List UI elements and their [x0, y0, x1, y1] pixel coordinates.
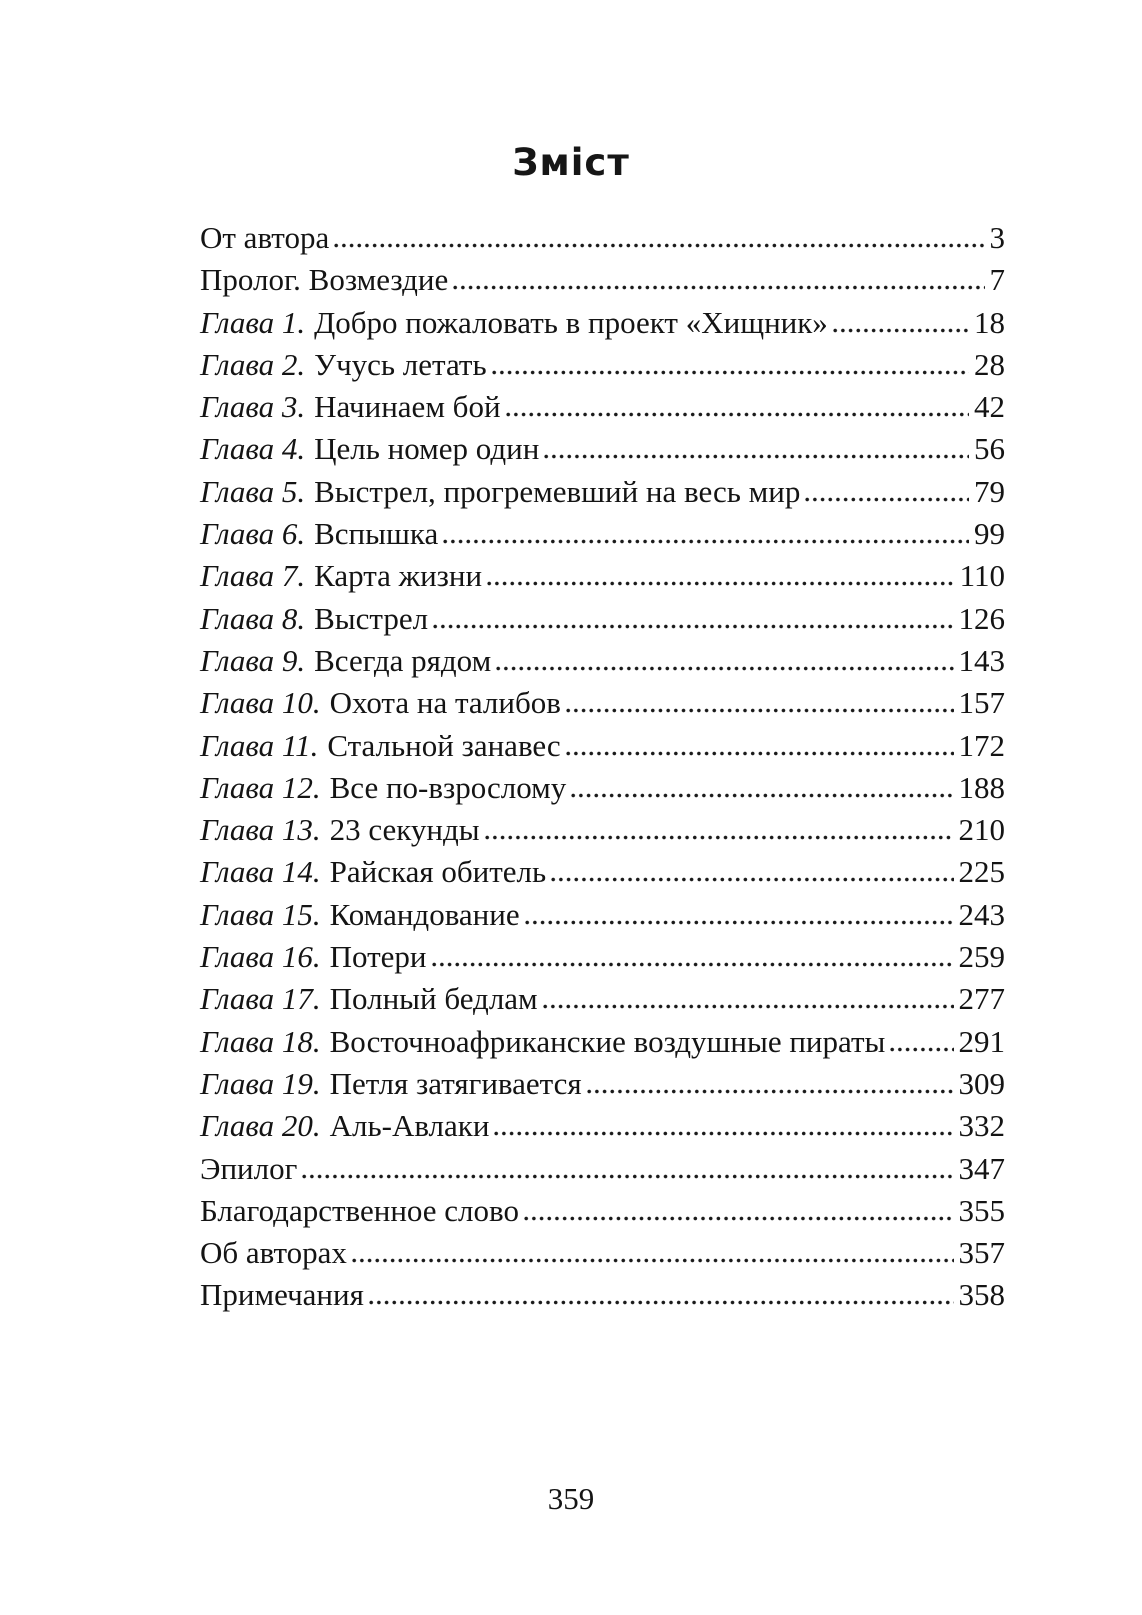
toc-entry-page-number: 126: [958, 600, 1005, 636]
toc-entry: [200, 728, 1005, 770]
toc-entry: [200, 1066, 1005, 1108]
toc-entry: [200, 854, 1005, 896]
dot-leader: [369, 1298, 954, 1305]
dot-leader: [544, 452, 969, 459]
toc-entry-title: Об авторах: [200, 1235, 347, 1271]
toc-entry-chapter-label: Глава 7.: [200, 558, 306, 594]
toc-entry: [200, 558, 1005, 600]
toc-entry-page-number: 99: [974, 516, 1005, 552]
page-title: Зміст: [512, 141, 630, 184]
toc-entry-page-number: 79: [974, 473, 1005, 509]
dot-leader: [833, 326, 969, 333]
toc-entry-chapter-label: Глава 16.: [200, 939, 321, 975]
dot-leader: [453, 283, 984, 290]
toc-entry-page-number: 7: [989, 262, 1005, 298]
toc-entry-page-number: 277: [958, 981, 1005, 1017]
dot-leader: [485, 833, 954, 840]
dot-leader: [433, 622, 953, 629]
toc-entry-title: Все по-взрослому: [329, 769, 567, 805]
dot-leader: [496, 664, 953, 671]
toc-entry-title: Примечания: [200, 1277, 364, 1313]
toc-entry: [200, 220, 1005, 262]
toc-entry: [200, 601, 1005, 643]
toc-entry-title: Петля затягивается: [329, 1065, 582, 1101]
dot-leader: [487, 579, 955, 586]
toc-entry-title: Благодарственное слово: [200, 1192, 519, 1228]
page-number-footer: 359: [547, 1481, 595, 1516]
toc-entry-title: Учусь летать: [314, 346, 487, 382]
toc-entry-title: Всегда рядом: [314, 642, 492, 678]
toc-entry-chapter-label: Глава 12.: [200, 769, 321, 805]
toc-entry-page-number: 42: [974, 389, 1005, 425]
toc-entry-chapter-label: Глава 5.: [200, 473, 306, 509]
toc-entry: [200, 770, 1005, 812]
toc-entry: [200, 897, 1005, 939]
dot-leader: [302, 1172, 953, 1179]
toc-entry-title: Охота на талибов: [329, 685, 561, 721]
toc-entry-chapter-label: Глава 4.: [200, 431, 306, 467]
dot-leader: [443, 537, 969, 544]
toc-entry-page-number: 157: [958, 685, 1005, 721]
toc-entry: [200, 1108, 1005, 1150]
toc-entry-title: Потери: [329, 939, 427, 975]
toc-entry-chapter-label: Глава 1.: [200, 304, 306, 340]
toc-entry-chapter-label: Глава 9.: [200, 642, 306, 678]
toc-entry-page-number: 3: [989, 220, 1005, 255]
toc-entry-chapter-label: Глава 13.: [200, 812, 321, 848]
toc-entry-page-number: 188: [958, 769, 1005, 805]
dot-leader: [525, 918, 954, 925]
toc-entry: [200, 812, 1005, 854]
toc-entry-title: Карта жизни: [314, 558, 483, 594]
toc-entry-title: Аль-Авлаки: [329, 1108, 490, 1144]
toc-entry-title: Восточноафриканские воздушные пираты: [329, 1023, 886, 1059]
toc-entry: [200, 1277, 1005, 1319]
toc-entry-title: Выстрел, прогремевший на весь мир: [314, 473, 801, 509]
toc-entry-title: Эпилог: [200, 1150, 298, 1186]
toc-entry-chapter-label: Глава 17.: [200, 981, 321, 1017]
dot-leader: [587, 1087, 954, 1094]
toc-entry: [200, 305, 1005, 347]
toc-entry: [200, 262, 1005, 304]
toc-entry-title: От автора: [200, 220, 330, 255]
toc-entry: [200, 981, 1005, 1023]
toc-entry-page-number: 28: [974, 346, 1005, 382]
toc-entry-page-number: 357: [958, 1235, 1005, 1271]
dot-leader: [524, 1214, 954, 1221]
dot-leader: [506, 410, 969, 417]
toc-entry-page-number: 143: [958, 642, 1005, 678]
toc-entry-title: Стальной занавес: [327, 727, 561, 763]
toc-entry-chapter-label: Глава 20.: [200, 1108, 321, 1144]
toc-entry: [200, 389, 1005, 431]
toc-entry-page-number: 243: [958, 896, 1005, 932]
dot-leader: [571, 791, 953, 798]
toc-entry-title: Выстрел: [314, 600, 429, 636]
toc-entry-page-number: 355: [958, 1192, 1005, 1228]
dot-leader: [432, 960, 954, 967]
toc-entry-page-number: 18: [974, 304, 1005, 340]
toc-entry-page-number: 347: [958, 1150, 1005, 1186]
toc-entry-page-number: 225: [958, 854, 1005, 890]
toc-entry: [200, 1193, 1005, 1235]
toc-entry: [200, 1235, 1005, 1277]
toc-entry: [200, 685, 1005, 727]
dot-leader: [334, 241, 984, 248]
dot-leader: [566, 749, 954, 756]
toc-entry: [200, 474, 1005, 516]
toc-entry-page-number: 332: [958, 1108, 1005, 1144]
toc-entry-chapter-label: Глава 2.: [200, 346, 306, 382]
toc-entry-page-number: 358: [958, 1277, 1005, 1313]
dot-leader: [492, 368, 969, 375]
toc-entry: [200, 1024, 1005, 1066]
toc-entry-title: Добро пожаловать в проект «Хищник»: [314, 304, 828, 340]
toc-entry-title: 23 секунды: [329, 812, 480, 848]
toc-entry-chapter-label: Глава 8.: [200, 600, 306, 636]
toc-entry-chapter-label: Глава 18.: [200, 1023, 321, 1059]
toc-entry-chapter-label: Глава 6.: [200, 516, 306, 552]
toc-entry-title: Цель номер один: [314, 431, 540, 467]
toc-entry-chapter-label: Глава 19.: [200, 1065, 321, 1101]
toc-entry-chapter-label: Глава 10.: [200, 685, 321, 721]
dot-leader: [352, 1256, 954, 1263]
dot-leader: [551, 875, 953, 882]
dot-leader: [494, 1129, 953, 1136]
toc-entry: [200, 1151, 1005, 1193]
toc-entry: [200, 516, 1005, 558]
toc-entry-title: Начинаем бой: [314, 389, 501, 425]
toc-entry-page-number: 309: [958, 1065, 1005, 1101]
toc-entry-page-number: 110: [959, 558, 1005, 594]
dot-leader: [543, 1002, 954, 1009]
toc-entry-title: Полный бедлам: [329, 981, 538, 1017]
toc-entry-title: Командование: [329, 896, 520, 932]
dot-leader: [890, 1045, 953, 1052]
toc-entry-page-number: 259: [958, 939, 1005, 975]
dot-leader: [566, 706, 954, 713]
toc-entry: [200, 643, 1005, 685]
toc-entry-page-number: 56: [974, 431, 1005, 467]
toc-entry-title: Райская обитель: [329, 854, 547, 890]
dot-leader: [805, 495, 969, 502]
toc-entry-chapter-label: Глава 15.: [200, 896, 321, 932]
toc-entry: [200, 431, 1005, 473]
toc-entry-chapter-label: Глава 14.: [200, 854, 321, 890]
toc-entry-page-number: 210: [958, 812, 1005, 848]
toc-entry-chapter-label: Глава 11.: [200, 727, 319, 763]
toc-entry: [200, 939, 1005, 981]
toc-entry-title: Вспышка: [314, 516, 439, 552]
toc-entry-chapter-label: Глава 3.: [200, 389, 306, 425]
table-of-contents: [200, 220, 1005, 1320]
toc-entry-page-number: 172: [958, 727, 1005, 763]
toc-entry-page-number: 291: [958, 1023, 1005, 1059]
toc-entry: [200, 347, 1005, 389]
toc-entry-title: Пролог. Возмездие: [200, 262, 449, 298]
